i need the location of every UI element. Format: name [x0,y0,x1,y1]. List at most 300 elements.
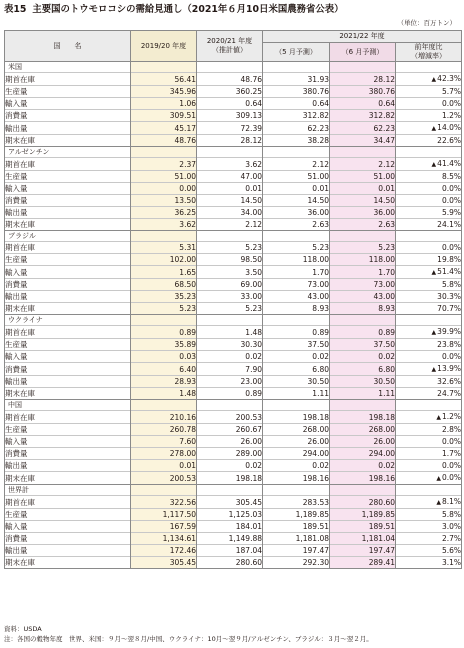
change-rate-cell [396,254,462,266]
decrease-triangle-icon: ▲ [431,329,437,336]
value-2019: 45.17 [131,122,197,135]
value-may-forecast: 8.93 [263,303,330,315]
value-june-forecast: 6.80 [330,363,396,376]
change-rate: 8.1% [441,497,461,506]
row-label: 生産量 [5,339,131,351]
table-row [5,86,462,98]
value-may-forecast: 62.23 [263,122,330,135]
value-may-forecast: 1.11 [263,388,330,400]
table-footer [4,625,373,644]
row-label: 輸入量 [5,183,131,195]
value-may-forecast: 292.30 [263,557,330,569]
value-2019: 5.23 [131,303,197,315]
value-june-forecast: 0.01 [330,183,396,195]
value-2019: 309.51 [131,110,197,122]
change-rate: 22.6% [437,136,461,145]
empty-cell [197,62,263,73]
value-2020: 0.64 [197,98,263,110]
change-rate: 42.3% [437,74,461,83]
change-rate-cell [396,207,462,219]
value-2020: 47.00 [197,171,263,183]
source-note: 資料：USDA [4,625,42,633]
change-rate-cell [396,171,462,183]
change-rate-cell [396,376,462,388]
value-june-forecast: 1.11 [330,388,396,400]
value-june-forecast: 0.64 [330,98,396,110]
table-row [5,266,462,279]
change-rate-cell [396,73,462,86]
table-row [5,135,462,147]
country-name: 世界計 [5,485,131,496]
value-june-forecast: 1,189.85 [330,509,396,521]
empty-cell [330,315,396,326]
value-may-forecast: 1,189.85 [263,509,330,521]
table-row [5,388,462,400]
change-rate-cell [396,496,462,509]
row-label: 期首在庫 [5,158,131,171]
decrease-triangle-icon: ▲ [431,366,437,373]
table-row [5,98,462,110]
change-rate: 5.8% [441,280,461,289]
table-row [5,279,462,291]
value-june-forecast: 268.00 [330,424,396,436]
value-june-forecast: 73.00 [330,279,396,291]
value-june-forecast: 0.02 [330,351,396,363]
value-may-forecast: 197.47 [263,545,330,557]
empty-cell [396,485,462,496]
country-name: 米国 [5,62,131,73]
table-row [5,351,462,363]
table-title [4,3,460,16]
change-rate: 3.1% [441,558,461,567]
row-label: 消費量 [5,448,131,460]
table-row [5,533,462,545]
row-label: 期首在庫 [5,326,131,339]
row-label: 輸出量 [5,291,131,303]
value-june-forecast: 289.41 [330,557,396,569]
value-june-forecast: 28.12 [330,73,396,86]
header-may-forecast: （5 月予測） [263,43,330,62]
empty-cell [330,400,396,411]
change-rate-cell [396,557,462,569]
value-2019: 1.65 [131,266,197,279]
change-rate: 0.0% [441,473,461,482]
value-2019: 0.00 [131,183,197,195]
empty-cell [197,485,263,496]
change-rate-cell [396,183,462,195]
value-2019: 7.60 [131,436,197,448]
change-rate: 5.9% [441,208,461,217]
table-row [5,496,462,509]
value-2019: 36.25 [131,207,197,219]
value-2020: 5.23 [197,303,263,315]
table-row [5,448,462,460]
value-2020: 360.25 [197,86,263,98]
value-2019: 172.46 [131,545,197,557]
change-rate-cell [396,424,462,436]
value-june-forecast: 198.16 [330,472,396,485]
row-label: 期首在庫 [5,411,131,424]
change-rate-cell [396,521,462,533]
decrease-triangle-icon: ▲ [436,475,441,482]
row-label: 消費量 [5,533,131,545]
change-rate: 14.0% [437,123,461,132]
value-2020: 1,125.03 [197,509,263,521]
row-label: 期首在庫 [5,242,131,254]
change-rate: 1.2% [441,111,461,120]
value-2019: 322.56 [131,496,197,509]
row-label: 消費量 [5,110,131,122]
country-row [5,315,462,326]
value-may-forecast: 380.76 [263,86,330,98]
value-may-forecast: 38.28 [263,135,330,147]
change-rate: 1.7% [441,449,461,458]
value-2020: 7.90 [197,363,263,376]
row-label: 消費量 [5,195,131,207]
change-rate-cell [396,86,462,98]
row-label: 消費量 [5,279,131,291]
value-2019: 2.37 [131,158,197,171]
empty-cell [330,485,396,496]
change-rate-cell [396,291,462,303]
value-2019: 0.89 [131,326,197,339]
value-may-forecast: 0.89 [263,326,330,339]
table-row [5,303,462,315]
change-rate-cell [396,351,462,363]
empty-cell [396,231,462,242]
value-june-forecast: 0.02 [330,460,396,472]
row-label: 輸出量 [5,376,131,388]
value-may-forecast: 0.02 [263,351,330,363]
value-2020: 260.67 [197,424,263,436]
value-2019: 260.78 [131,424,197,436]
value-may-forecast: 198.16 [263,472,330,485]
row-label: 期末在庫 [5,472,131,485]
change-rate-cell [396,509,462,521]
value-2020: 184.01 [197,521,263,533]
table-row [5,557,462,569]
header-2020: 2020/21 年度 （推計値） [197,31,263,62]
empty-cell [197,315,263,326]
country-row [5,147,462,158]
value-2019: 51.00 [131,171,197,183]
country-name: ウクライナ [5,315,131,326]
value-june-forecast: 197.47 [330,545,396,557]
value-2019: 200.53 [131,472,197,485]
table-row [5,158,462,171]
change-rate: 23.8% [437,340,461,349]
value-2020: 14.50 [197,195,263,207]
change-rate-cell [396,363,462,376]
value-june-forecast: 1.70 [330,266,396,279]
empty-cell [131,485,197,496]
value-june-forecast: 26.00 [330,436,396,448]
empty-cell [263,400,330,411]
value-2020: 3.62 [197,158,263,171]
country-row [5,400,462,411]
value-may-forecast: 2.12 [263,158,330,171]
change-rate: 30.3% [437,292,461,301]
value-2020: 198.18 [197,472,263,485]
change-rate: 0.0% [441,437,461,446]
value-2020: 3.50 [197,266,263,279]
table-body [5,62,462,569]
row-label: 輸入量 [5,351,131,363]
change-rate: 5.7% [441,87,461,96]
change-rate: 39.9% [437,327,461,336]
row-label: 期末在庫 [5,388,131,400]
value-may-forecast: 0.64 [263,98,330,110]
row-label: 輸入量 [5,98,131,110]
empty-cell [131,315,197,326]
empty-cell [131,231,197,242]
row-label: 消費量 [5,363,131,376]
row-label: 輸出量 [5,122,131,135]
change-rate: 19.8% [437,255,461,264]
value-june-forecast: 30.50 [330,376,396,388]
value-may-forecast: 312.82 [263,110,330,122]
decrease-triangle-icon: ▲ [431,269,437,276]
value-2020: 1.48 [197,326,263,339]
change-rate-cell [396,158,462,171]
value-june-forecast: 380.76 [330,86,396,98]
change-rate: 51.4% [437,267,461,276]
value-june-forecast: 43.00 [330,291,396,303]
value-2019: 0.03 [131,351,197,363]
table-row [5,122,462,135]
value-june-forecast: 1,181.04 [330,533,396,545]
value-2020: 187.04 [197,545,263,557]
table-row [5,521,462,533]
value-june-forecast: 280.60 [330,496,396,509]
empty-cell [131,62,197,73]
change-rate-cell [396,326,462,339]
value-2019: 35.89 [131,339,197,351]
title-text: 主要国のトウモロコシの需給見通し（2021年６月10日米国農務省公表） [32,4,344,15]
table-row [5,183,462,195]
value-may-forecast: 1.70 [263,266,330,279]
row-label: 生産量 [5,254,131,266]
row-label: 生産量 [5,171,131,183]
supply-demand-table [4,30,462,569]
change-rate: 0.0% [441,243,461,252]
value-2020: 98.50 [197,254,263,266]
value-june-forecast: 14.50 [330,195,396,207]
row-label: 期末在庫 [5,303,131,315]
value-2019: 35.23 [131,291,197,303]
change-rate: 3.0% [441,522,461,531]
empty-cell [396,62,462,73]
value-2020: 26.00 [197,436,263,448]
change-rate-cell [396,242,462,254]
value-2020: 33.00 [197,291,263,303]
change-rate-cell [396,533,462,545]
value-2019: 1,117.50 [131,509,197,521]
table-row [5,326,462,339]
change-rate-cell [396,219,462,231]
change-rate: 0.0% [441,196,461,205]
value-2019: 3.62 [131,219,197,231]
row-label: 輸入量 [5,521,131,533]
change-rate-cell [396,411,462,424]
change-rate: 0.0% [441,461,461,470]
value-2020: 280.60 [197,557,263,569]
value-june-forecast: 118.00 [330,254,396,266]
change-rate-cell [396,472,462,485]
value-2020: 305.45 [197,496,263,509]
table-row [5,73,462,86]
change-rate: 2.7% [441,534,461,543]
footnote: 注：各国の穀物年度 世界、米国：９月～翌８月/中国、ウクライナ：10月～翌９月/アルゼンチン、ブラジル：３月～翌２月。 [4,634,373,643]
country-name: 中国 [5,400,131,411]
value-may-forecast: 26.00 [263,436,330,448]
value-2019: 5.31 [131,242,197,254]
value-2020: 72.39 [197,122,263,135]
header-june-forecast: （6 月予測） [330,43,396,62]
value-may-forecast: 294.00 [263,448,330,460]
value-may-forecast: 14.50 [263,195,330,207]
table-row [5,110,462,122]
value-may-forecast: 268.00 [263,424,330,436]
unit-note: （単位：百万トン） [397,19,456,27]
empty-cell [197,147,263,158]
change-rate: 32.6% [437,377,461,386]
value-june-forecast: 198.18 [330,411,396,424]
row-label: 期首在庫 [5,73,131,86]
table-row [5,545,462,557]
value-2019: 345.96 [131,86,197,98]
country-name: アルゼンチン [5,147,131,158]
row-label: 期首在庫 [5,496,131,509]
empty-cell [197,231,263,242]
value-2020: 1,149.88 [197,533,263,545]
table-row [5,363,462,376]
value-may-forecast: 73.00 [263,279,330,291]
value-june-forecast: 51.00 [330,171,396,183]
value-june-forecast: 294.00 [330,448,396,460]
country-name: ブラジル [5,231,131,242]
value-june-forecast: 5.23 [330,242,396,254]
value-june-forecast: 312.82 [330,110,396,122]
value-2019: 48.76 [131,135,197,147]
header-2021: 2021/22 年度 [263,31,462,43]
change-rate-cell [396,266,462,279]
row-label: 輸出量 [5,207,131,219]
value-2019: 6.40 [131,363,197,376]
value-june-forecast: 8.93 [330,303,396,315]
change-rate: 0.0% [441,352,461,361]
value-2020: 5.23 [197,242,263,254]
value-may-forecast: 6.80 [263,363,330,376]
empty-cell [131,147,197,158]
value-2019: 1,134.61 [131,533,197,545]
table-row [5,509,462,521]
change-rate-cell [396,122,462,135]
value-june-forecast: 62.23 [330,122,396,135]
header-change: 前年度比 （増減率） [396,43,462,62]
value-2019: 28.93 [131,376,197,388]
change-rate: 41.4% [437,159,461,168]
empty-cell [396,315,462,326]
empty-cell [263,231,330,242]
value-may-forecast: 5.23 [263,242,330,254]
value-2020: 0.02 [197,351,263,363]
empty-cell [131,400,197,411]
header-country: 国 名 [5,31,131,62]
value-june-forecast: 0.89 [330,326,396,339]
row-label: 輸入量 [5,266,131,279]
empty-cell [330,62,396,73]
decrease-triangle-icon: ▲ [436,414,441,421]
change-rate-cell [396,339,462,351]
empty-cell [263,147,330,158]
table-row [5,339,462,351]
value-2019: 305.45 [131,557,197,569]
empty-cell [197,400,263,411]
decrease-triangle-icon: ▲ [431,161,437,168]
value-2019: 1.48 [131,388,197,400]
value-2019: 0.01 [131,460,197,472]
change-rate-cell [396,110,462,122]
country-row [5,485,462,496]
row-label: 輸出量 [5,460,131,472]
empty-cell [330,231,396,242]
table-row [5,411,462,424]
value-2019: 210.16 [131,411,197,424]
value-june-forecast: 2.12 [330,158,396,171]
change-rate-cell [396,195,462,207]
change-rate: 2.8% [441,425,461,434]
change-rate: 24.1% [437,220,461,229]
value-2020: 30.30 [197,339,263,351]
change-rate: 24.7% [437,389,461,398]
value-may-forecast: 118.00 [263,254,330,266]
change-rate-cell [396,388,462,400]
change-rate-cell [396,448,462,460]
change-rate-cell [396,460,462,472]
value-2019: 13.50 [131,195,197,207]
change-rate-cell [396,98,462,110]
empty-cell [263,315,330,326]
value-2020: 2.12 [197,219,263,231]
value-june-forecast: 2.63 [330,219,396,231]
value-2020: 0.01 [197,183,263,195]
change-rate: 5.6% [441,546,461,555]
decrease-triangle-icon: ▲ [436,499,441,506]
empty-cell [263,485,330,496]
table-row [5,195,462,207]
empty-cell [263,62,330,73]
value-may-forecast: 189.51 [263,521,330,533]
value-may-forecast: 198.18 [263,411,330,424]
header-2019: 2019/20 年度 [131,31,197,62]
row-label: 生産量 [5,424,131,436]
value-june-forecast: 37.50 [330,339,396,351]
value-2020: 289.00 [197,448,263,460]
country-row [5,62,462,73]
change-rate: 70.7% [437,304,461,313]
table-row [5,291,462,303]
row-label: 期末在庫 [5,219,131,231]
value-2019: 1.06 [131,98,197,110]
value-2020: 23.00 [197,376,263,388]
value-2019: 167.59 [131,521,197,533]
change-rate: 1.2% [441,412,461,421]
row-label: 輸出量 [5,545,131,557]
table-row [5,254,462,266]
decrease-triangle-icon: ▲ [431,76,437,83]
table-number: 表15 [4,4,27,15]
